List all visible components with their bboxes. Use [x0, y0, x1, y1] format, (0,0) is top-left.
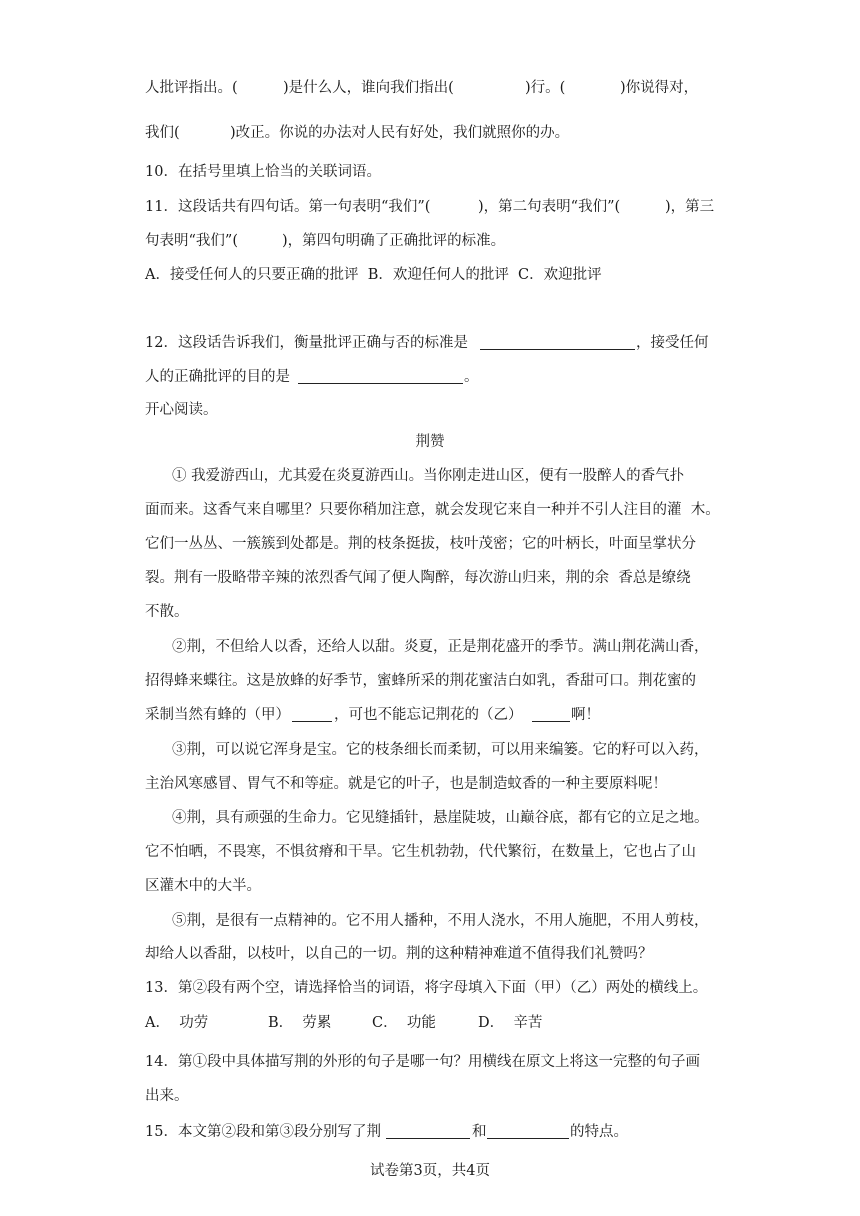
- page-footer: 试卷第3页，共4页: [370, 1163, 490, 1179]
- text-segment: 。: [464, 369, 479, 385]
- text-segment: )改正。你说的办法对人民有好处，我们就照你的办。: [230, 125, 570, 141]
- option-d[interactable]: D． 辛苦: [478, 1015, 543, 1031]
- text-segment: )，第三: [665, 199, 715, 215]
- option-c[interactable]: C． 功能: [372, 1015, 436, 1031]
- text-segment: 11．这段话共有四句话。第一句表明“我们”(: [145, 199, 431, 215]
- text-segment: 我们(: [145, 125, 180, 141]
- text-segment: 人的正确批评的目的是: [145, 369, 290, 385]
- article-title: 荆赞: [415, 434, 445, 450]
- text-segment: 15．本文第②段和第③段分别写了荆: [145, 1124, 381, 1140]
- text-segment: 句表明“我们”(: [145, 233, 238, 249]
- text-segment: 啊！: [571, 707, 600, 723]
- text-segment: )行。(: [525, 80, 566, 96]
- text-segment: 和: [472, 1124, 487, 1140]
- blank-yi[interactable]: [532, 707, 570, 728]
- blank-jia[interactable]: [292, 707, 332, 728]
- text-segment: )你说得对，: [620, 80, 699, 96]
- text-segment: ，可也不能忘记荆花的（乙）: [334, 707, 523, 723]
- text-segment: )，第二句表明“我们”(: [478, 199, 621, 215]
- text-segment: 12．这段话告诉我们，衡量批评正确与否的标准是: [145, 335, 468, 351]
- text-segment: 人批评指出。(: [145, 80, 238, 96]
- text-segment: )，第四句明确了正确批评的标准。: [282, 233, 506, 249]
- text-segment: ，接受任何: [636, 335, 709, 351]
- option-a[interactable]: A． 功劳: [145, 1015, 209, 1031]
- text-segment: )是什么人，谁向我们指出(: [283, 80, 454, 96]
- text-segment: 采制当然有蜂的（甲）: [145, 707, 290, 723]
- option-b[interactable]: B． 劳累: [268, 1015, 332, 1031]
- text-segment: 的特点。: [570, 1124, 628, 1140]
- answer-blank[interactable]: [298, 369, 463, 390]
- answer-blank[interactable]: [386, 1124, 470, 1145]
- answer-blank[interactable]: [480, 335, 635, 356]
- answer-blank[interactable]: [487, 1124, 569, 1145]
